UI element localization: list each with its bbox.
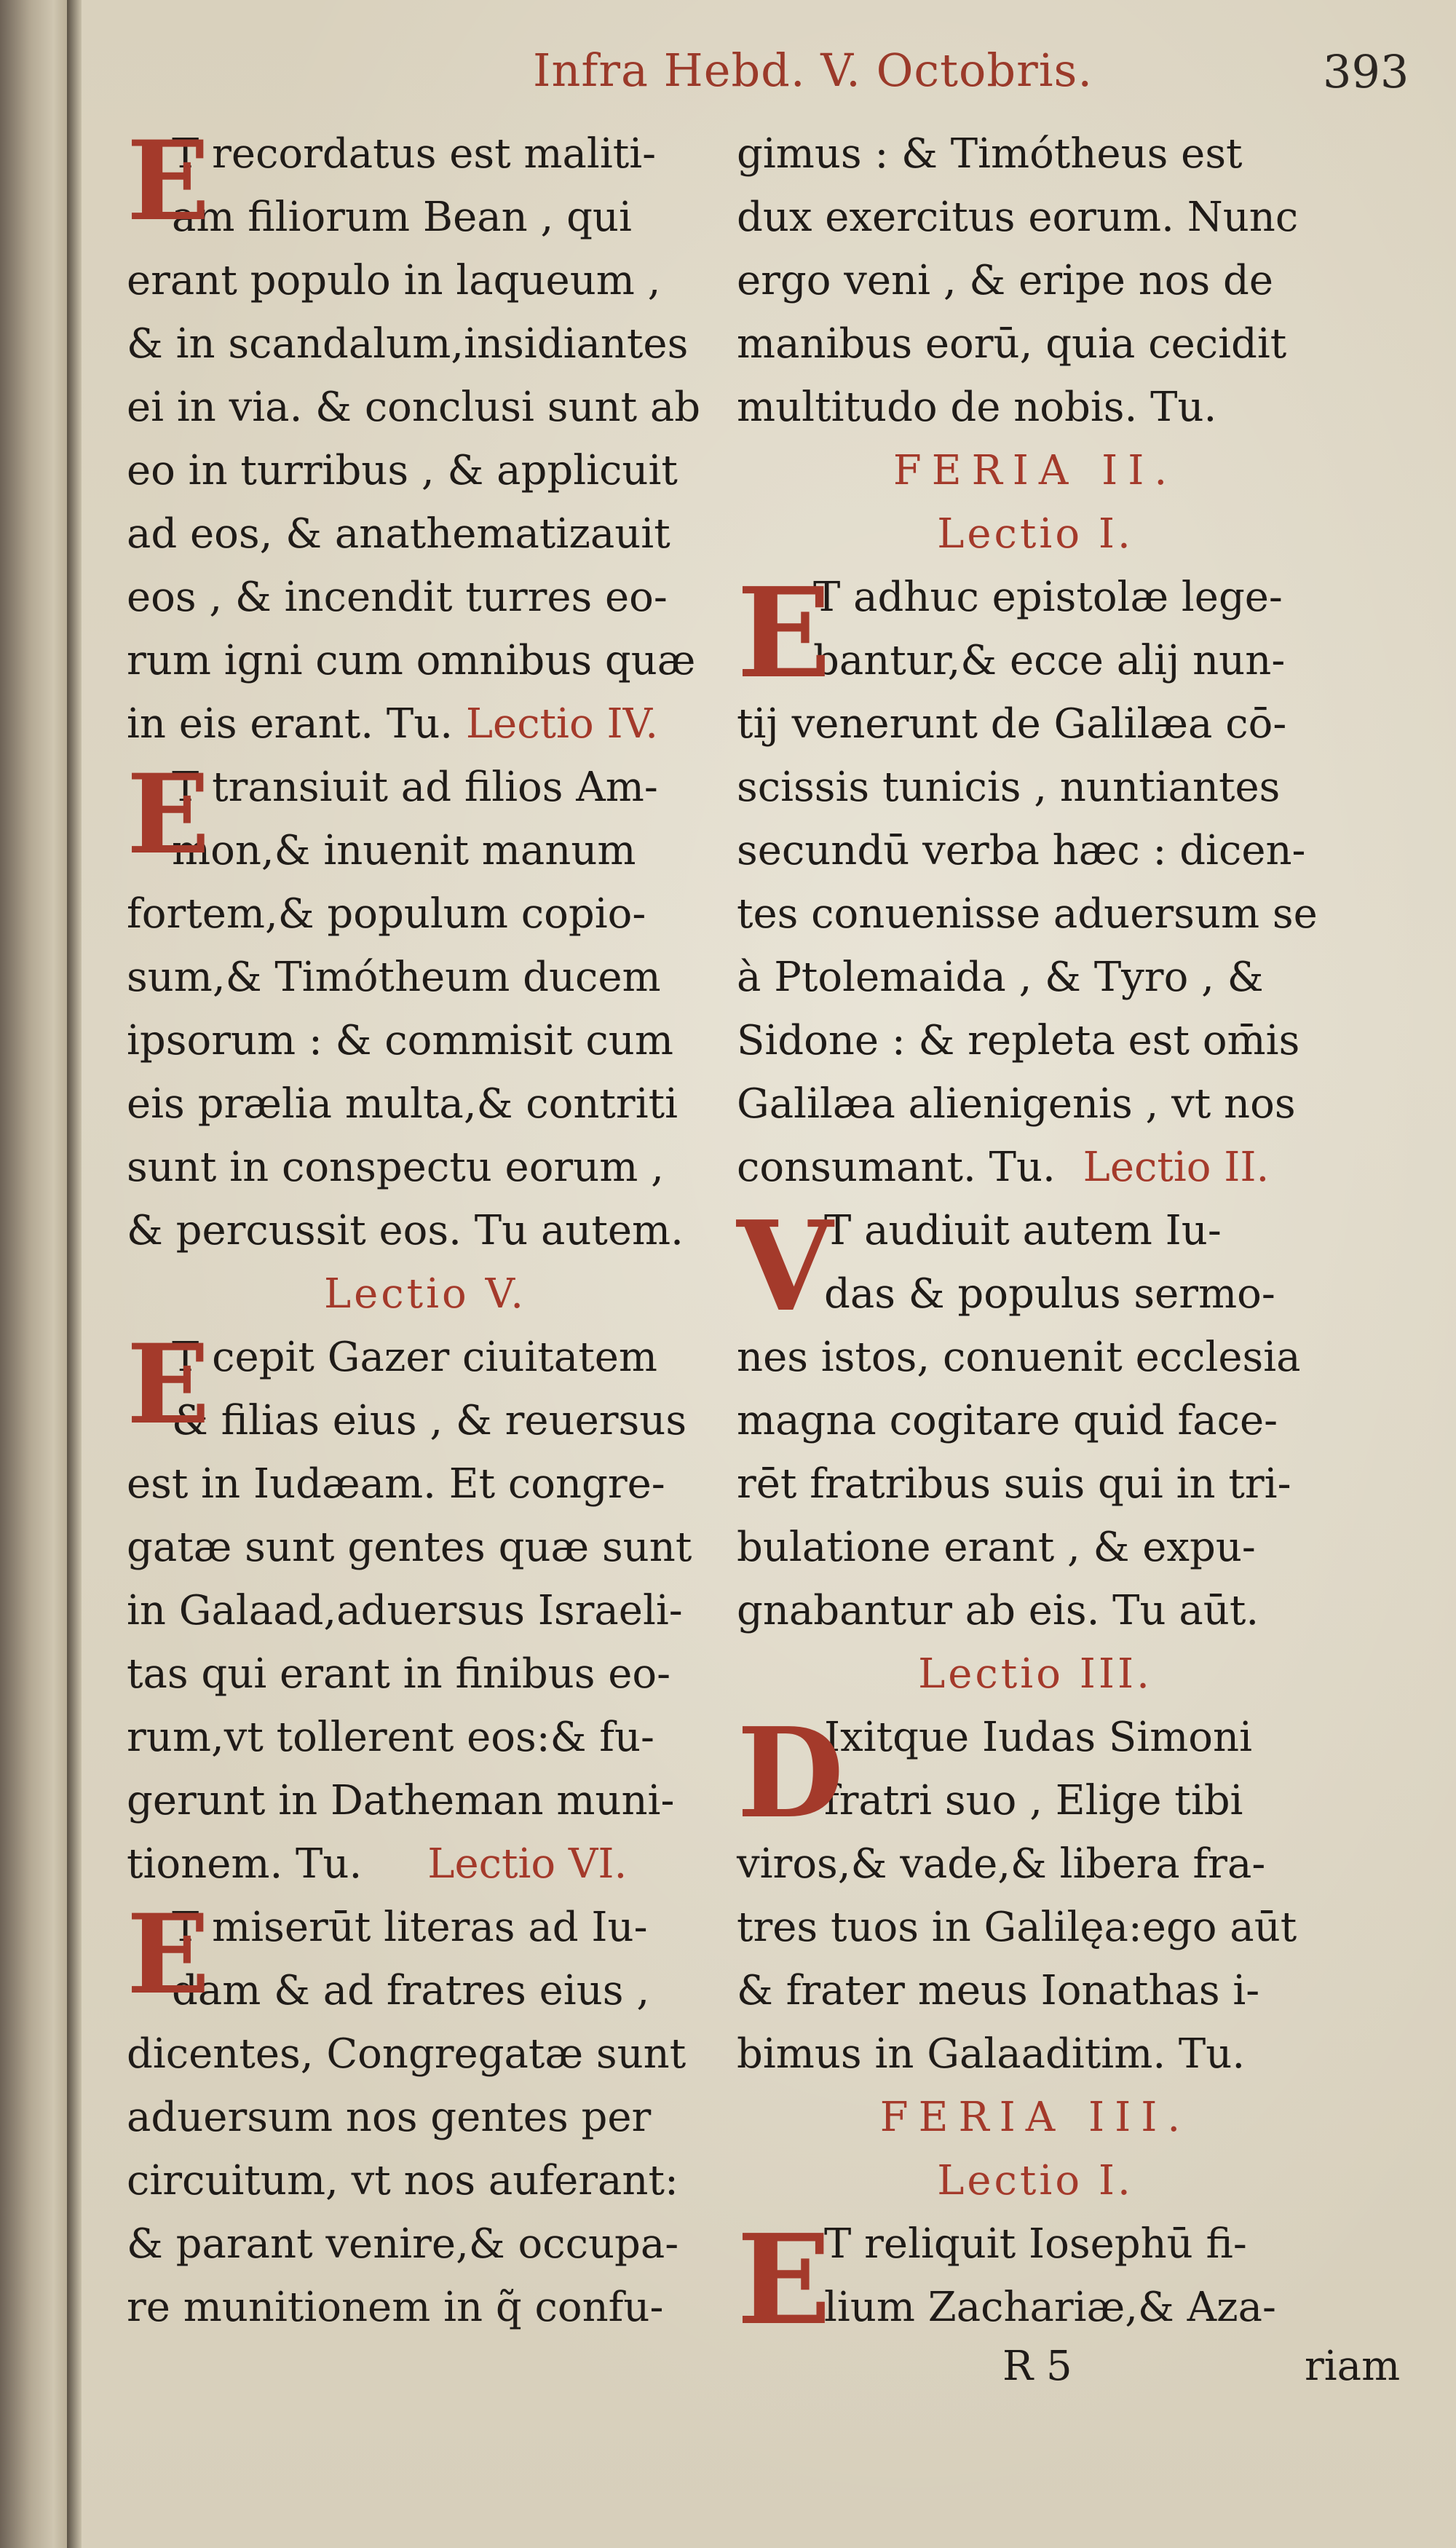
text-line: T reliquit Iosephū fi- xyxy=(824,2220,1247,2268)
left-column xyxy=(127,117,724,2339)
text-line: Galilæa alienigenis , vt nos xyxy=(737,1080,1296,1128)
drop-cap-initial: V xyxy=(737,1194,833,1340)
text-line: Sidone : & repleta est om̄is xyxy=(737,1017,1300,1064)
drop-cap-initial: E xyxy=(737,2207,831,2353)
gutter-shadow xyxy=(67,0,82,2548)
text-line: viros,& vade,& libera fra- xyxy=(737,1840,1266,1888)
text-line: T adhuc epistolæ lege- xyxy=(813,574,1283,621)
text-line xyxy=(737,1136,1334,1199)
text-line: & percussit eos. Tu autem. xyxy=(127,1207,684,1254)
text-line: ergo veni , & eripe nos de xyxy=(737,257,1273,304)
drop-cap-initial: E xyxy=(127,117,210,245)
text-line: Ixitque Iudas Simoni xyxy=(824,1714,1252,1761)
text-line: tes conuenisse aduersum se xyxy=(737,890,1318,938)
text-line: lium Zachariæ,& Aza- xyxy=(824,2284,1276,2331)
text-line: T recordatus est maliti- xyxy=(172,130,657,178)
text-line: mon,& inuenit manum xyxy=(172,827,636,874)
text-line-content: in eis erant. Tu. xyxy=(127,700,466,748)
text-line: bantur,& ecce alij nun- xyxy=(813,637,1286,684)
lectio-iii-heading: Lectio III. xyxy=(918,1650,1152,1698)
right-column xyxy=(737,122,1334,2353)
text-line: bimus in Galaaditim. Tu. xyxy=(737,2030,1246,2078)
signature-mark: R 5 xyxy=(1002,2343,1072,2390)
text-line: eis prælia multa,& contriti xyxy=(127,1080,678,1128)
text-line: & parant venire,& occupa- xyxy=(127,2220,679,2268)
text-line: tres tuos in Galilęa:ego aūt xyxy=(737,1904,1297,1951)
text-line-content: tionem. Tu. xyxy=(127,1840,363,1888)
lectio-iv-heading: Lectio IV. xyxy=(465,700,659,748)
text-line: fratri suo , Elige tibi xyxy=(824,1777,1243,1824)
text-line: rum igni cum omnibus quæ xyxy=(127,637,696,684)
text-line: scissis tunicis , nuntiantes xyxy=(737,764,1281,811)
paragraph-feria-iii-lectio-i xyxy=(737,2207,1334,2353)
text-line: aduersum nos gentes per xyxy=(127,2094,652,2141)
text-line: & frater meus Ionathas i- xyxy=(737,1967,1260,2014)
text-line: gnabantur ab eis. Tu aūt. xyxy=(737,1587,1259,1634)
text-line: secundū verba hæc : dicen- xyxy=(737,827,1306,874)
text-line: das & populus sermo- xyxy=(824,1270,1275,1318)
drop-cap-initial: D xyxy=(737,1701,844,1846)
lectio-vi-heading: Lectio VI. xyxy=(427,1840,628,1888)
feria-ii-heading: FERIA II. xyxy=(893,447,1178,494)
text-line xyxy=(127,1832,724,1896)
catchword: riam xyxy=(1305,2343,1401,2390)
text-line: bulatione erant , & expu- xyxy=(737,1524,1256,1571)
lectio-i-heading-feria-iii: Lectio I. xyxy=(937,2157,1133,2204)
text-line xyxy=(127,692,724,756)
drop-cap-initial: E xyxy=(737,561,831,706)
text-line: ei in via. & conclusi sunt ab xyxy=(127,384,701,431)
text-line: & in scandalum,insidiantes xyxy=(127,320,689,368)
lectio-v-heading: Lectio V. xyxy=(323,1270,527,1318)
paragraph-feria-ii-lectio-ii xyxy=(737,1194,1334,1642)
facing-page-edge xyxy=(0,0,67,2548)
text-line: dam & ad fratres eius , xyxy=(172,1967,650,2014)
lectio-ii-heading: Lectio II. xyxy=(1083,1144,1270,1191)
paragraph-feria-ii-lectio-i xyxy=(737,561,1334,1199)
text-line: erant populo in laqueum , xyxy=(127,257,661,304)
text-line: est in Iudæam. Et congre- xyxy=(127,1460,665,1508)
text-line: T transiuit ad filios Am- xyxy=(172,764,658,811)
text-line: rēt fratribus suis qui in tri- xyxy=(737,1460,1291,1508)
text-line: in Galaad,aduersus Israeli- xyxy=(127,1587,683,1634)
text-line: sunt in conspectu eorum , xyxy=(127,1144,664,1191)
text-line: gatæ sunt gentes quæ sunt xyxy=(127,1524,692,1571)
text-line: T cepit Gazer ciuitatem xyxy=(172,1334,657,1381)
paragraph-lectio-iv xyxy=(127,751,724,1262)
text-line: rum,vt tollerent eos:& fu- xyxy=(127,1714,654,1761)
drop-cap-initial: E xyxy=(127,751,210,879)
text-line: nes istos, conuenit ecclesia xyxy=(737,1334,1301,1381)
text-line: manibus eorū, quia cecidit xyxy=(737,320,1287,368)
text-line: sum,& Timótheum ducem xyxy=(127,954,661,1001)
lectio-i-heading: Lectio I. xyxy=(937,510,1133,558)
text-line: fortem,& populum copio- xyxy=(127,890,646,938)
book-page xyxy=(82,0,1456,2548)
text-line: à Ptolemaida , & Tyro , & xyxy=(737,954,1264,1001)
running-head: Infra Hebd. V. Octobris. xyxy=(533,44,1093,97)
drop-cap-initial: E xyxy=(127,1321,210,1449)
text-line: am filiorum Bean , qui xyxy=(172,194,632,241)
text-line: tas qui erant in finibus eo- xyxy=(127,1650,671,1698)
text-line: magna cogitare quid face- xyxy=(737,1397,1278,1444)
text-line: T miserūt literas ad Iu- xyxy=(172,1904,648,1951)
paragraph-lectio-iii xyxy=(127,117,724,756)
text-line: eo in turribus , & applicuit xyxy=(127,447,678,494)
paragraph-lectio-vi xyxy=(127,1891,724,2339)
text-line: tij venerunt de Galilæa cō- xyxy=(737,700,1287,748)
text-line: gimus : & Timótheus est xyxy=(737,130,1243,178)
paragraph-lectio-v xyxy=(127,1321,724,1896)
text-line: multitudo de nobis. Tu. xyxy=(737,384,1217,431)
feria-iii-heading: FERIA III. xyxy=(879,2094,1191,2141)
text-line: re munitionem in q̃ confu- xyxy=(127,2284,664,2331)
text-line: dicentes, Congregatæ sunt xyxy=(127,2030,687,2078)
text-line: circuitum, vt nos auferant: xyxy=(127,2157,678,2204)
text-line: gerunt in Datheman muni- xyxy=(127,1777,675,1824)
text-line: dux exercitus eorum. Nunc xyxy=(737,194,1299,241)
text-line: T audiuit autem Iu- xyxy=(824,1207,1222,1254)
text-line: ipsorum : & commisit cum xyxy=(127,1017,673,1064)
text-line-content: consumant. Tu. xyxy=(737,1144,1069,1191)
drop-cap-initial: E xyxy=(127,1891,210,2019)
text-line: ad eos, & anathematizauit xyxy=(127,510,670,558)
text-line: & filias eius , & reuersus xyxy=(172,1397,687,1444)
page-number: 393 xyxy=(1323,45,1409,98)
paragraph-feria-ii-lectio-iii xyxy=(737,1701,1334,2086)
text-line: eos , & incendit turres eo- xyxy=(127,574,668,621)
